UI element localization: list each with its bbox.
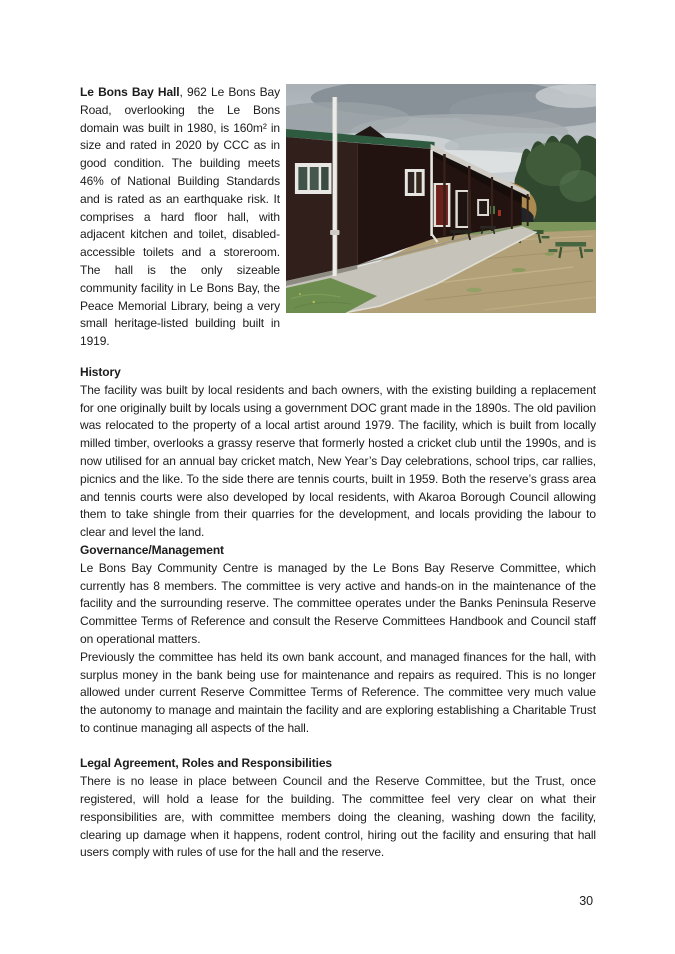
intro-section [80,84,596,351]
hall-photo-illustration [286,84,596,313]
legal-heading: Legal Agreement, Roles and Responsibilities [80,756,332,771]
history-heading: History [80,364,121,379]
history-paragraph: The facility was built by local residents and bach owners, with the existing building a replacement for one originally built by locals using a government DOC grant made in the 1890s. The old pavilion was relocated to the property of a local artist around 1979. The facility, which is built from locally milled timber, overlooks a grassy reserve that formerly hosted a cricket club until the 1990s, and is now utilised for an annual bay cricket match, New Year’s Day celebrations, school trips, car rallies, picnics and the like. To the side there are tennis courts, built in 1959. Both the reserve’s grass area and tennis courts were also developed by local residents, with Akaroa Borough Council allowing them to take shingle from their quarries for the development, and locals providing the labour to clear and level the land. [80,382,596,540]
intro-paragraph [80,84,280,351]
intro-body: , 962 Le Bons Bay Road, overlooking the Le Bons domain was built in 1980, is 160m² in size and rated in 2020 by CCC as in good condition. The building meets 46% of National Building Standards and is rated as an earthquake risk. It comprises a hard floor hall, with adjacent kitchen and toilet, disabled-accessible toilets and a storeroom. The hall is the only sizeable community facility in Le Bons Bay, the Peace Memorial Library, being a very small heritage-listed building built in 1919. [80,85,280,349]
legal-paragraph: There is no lease in place between Council and the Reserve Committee, but the Trust, once registered, will hold a lease for the building. The committee feel very clear on what their responsibilities are, with committee members doing the cleaning, washing down the facility, clearing up damage when it happens, rodent control, hiring out the facility and ensuring that hall users comply with rules of use for the hall and the reserve. [80,774,596,860]
governance-heading: Governance/Management [80,542,224,557]
governance-paragraph-2: Previously the committee has held its own bank account, and managed finances for the hall, with surplus money in the bank being use for maintenance and repairs as required. This is no longer allowed under current Reserve Committee Terms of Reference. The committee very much value the autonomy to manage and maintain the facility and are exploring establishing a Charitable Trust to continue managing all aspects of the hall. [80,649,596,735]
governance-paragraph-1: Le Bons Bay Community Centre is managed by the Le Bons Bay Reserve Committee, which currently has 8 members. The committee is very active and hands-on in the maintenance of the facility and the surrounding reserve. The committee operates under the Banks Peninsula Reserve Committee Terms of Reference and consult the Reserve Committees Handbook and Council staff on operational matters. [80,560,596,646]
page-number: 30 [579,894,593,908]
hall-photo [286,84,596,313]
intro-lead: Le Bons Bay Hall [80,85,180,99]
